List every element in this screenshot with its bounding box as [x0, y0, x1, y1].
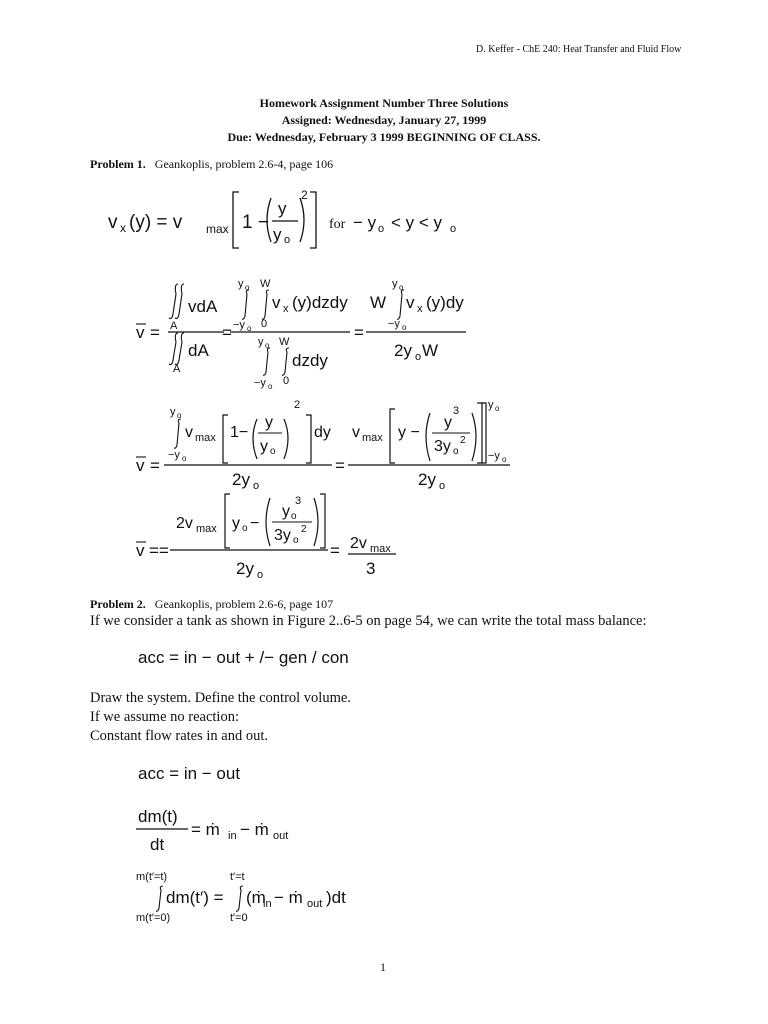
int-lower-1: m(t′=0): [136, 912, 171, 924]
simplified-mass-balance: acc = in − out: [138, 764, 241, 783]
eq3-left-paren: [253, 419, 257, 459]
eq2-r-upper-y-sub: o: [399, 283, 404, 292]
eq4-coef-sub: max: [196, 523, 217, 535]
problem-1-heading: [90, 157, 333, 172]
eq2-num2: v: [272, 293, 281, 312]
eq1-range-sub2: o: [450, 223, 457, 235]
eq3-r-left-paren: [426, 413, 430, 461]
int-out-sub: out: [307, 898, 323, 910]
eq2-integral-den-b: [282, 348, 289, 375]
problem-2-label: Problem 2.: [90, 597, 146, 611]
title-block: [0, 95, 768, 146]
diff-out-sub: out: [273, 830, 289, 842]
eq4-minus: −: [250, 515, 260, 532]
eq3-yo-sub: o: [270, 446, 276, 457]
eq2-num2-sub: x: [283, 303, 289, 315]
statement-draw-system: Draw the system. Define the control volume.: [90, 690, 351, 706]
eq3-lower: −y: [168, 449, 180, 461]
eq3-y: y: [265, 414, 273, 431]
eq2-den3: 2y: [394, 341, 412, 360]
int-sign-2: [236, 886, 243, 911]
eq1-frac-den: y: [273, 225, 282, 244]
eq3-bracket-y: y −: [398, 424, 420, 441]
eq3-three-yo-sub: o: [453, 446, 459, 457]
eq3-upper: y: [170, 406, 176, 418]
int-in-sub: in: [263, 898, 272, 910]
int-minus: − ṁ: [274, 888, 303, 907]
eq4-coef: 2v: [176, 515, 193, 532]
eq2-den-upper-y: y: [258, 336, 264, 348]
eq4-frac-den-pow: 2: [301, 524, 307, 535]
diff-num: dm(t): [138, 807, 178, 826]
eq3-r-right-paren: [472, 413, 476, 461]
int-rhs-open: (ṁ: [246, 888, 266, 907]
eq1-range: − y: [353, 213, 377, 232]
average-velocity-integration: [130, 393, 530, 493]
eq1-range-sub: o: [378, 223, 385, 235]
eq3-eval-upper: y: [488, 399, 494, 411]
diff-den: dt: [150, 835, 165, 854]
eq3-den: 2y: [232, 470, 250, 489]
eq3-one-minus: 1−: [230, 424, 249, 441]
problem-1-label: Problem 1.: [90, 157, 146, 171]
eq3-eq-sign: =: [150, 456, 160, 475]
eq2-eq-sign-2: =: [222, 323, 232, 342]
eq2-int-num-sub: A: [170, 320, 178, 332]
eq4-den-sub: o: [257, 569, 264, 581]
eq4-yo: y: [232, 515, 240, 532]
eq2-lower-y-sub: o: [247, 324, 252, 333]
eq3-eval-upper-sub: o: [495, 404, 500, 413]
eq2-den3-sub: o: [415, 351, 422, 363]
mass-differential-equation: [130, 800, 430, 860]
int-rhs-close: )dt: [326, 888, 346, 907]
eq4-right-bracket: [320, 494, 325, 548]
eq4-frac-den: 3y: [274, 527, 291, 544]
eq3-right-paren: [284, 419, 288, 459]
page-number: 1: [380, 960, 386, 974]
eq2-vbar: v: [136, 323, 145, 342]
eq4-frac-num-sub: o: [291, 511, 297, 522]
eq3-three-yo-sq: 2: [460, 435, 466, 446]
eq2-den3-rest: W: [422, 341, 439, 360]
eq3-right-bracket: [306, 415, 311, 463]
eq3-left-bracket: [223, 415, 228, 463]
eq4-left-paren: [266, 498, 270, 546]
eq3-r-right-bracket-a: [477, 403, 482, 463]
eq2-den-upper-y-sub: o: [265, 341, 270, 350]
eq4-den: 2y: [236, 559, 254, 578]
eq3-eq-sign-2: =: [335, 456, 345, 475]
title-line-3: Due: Wednesday, February 3 1999 BEGINNING OF CLASS.: [227, 130, 541, 144]
diff-in-sub: in: [228, 830, 237, 842]
eq2-integral-num-a: [242, 290, 249, 319]
eq2-num3: v: [406, 293, 415, 312]
problem-2-reference: Geankoplis, problem 2.6-6, page 107: [154, 597, 334, 611]
eq1-right-paren: [300, 198, 304, 242]
eq3-cube: 3: [453, 405, 460, 417]
eq3-den2: 2y: [418, 470, 436, 489]
eq4-frac-num-pow: 3: [295, 495, 302, 507]
average-velocity-result: [130, 490, 430, 585]
int-lhs: dm(t′) =: [166, 888, 224, 907]
eq2-W: W: [370, 293, 387, 312]
eq2-num3-rest: (y)dy: [426, 293, 464, 312]
eq2-den-upper-w: W: [279, 336, 290, 348]
eq3-den-sub: o: [253, 480, 260, 492]
eq2-integral-r: [397, 290, 404, 319]
eq2-num2-rest: (y)dzdy: [292, 293, 348, 312]
eq3-lower-sub: o: [182, 454, 187, 463]
eq1-power: 2: [301, 188, 308, 202]
eq2-r-upper-y: y: [392, 278, 398, 290]
eq3-integral: [174, 419, 181, 448]
eq2-upper-y-sub: o: [245, 283, 250, 292]
eq1-frac-den-sub: o: [284, 234, 291, 246]
eq1-right-bracket: [310, 192, 316, 248]
eq3-dy: dy: [314, 424, 331, 441]
problem-2-intro: If we consider a tank as shown in Figure 2..6-5 on page 54, we can write the total mass balance:: [90, 613, 647, 629]
eq1-left-bracket: [233, 192, 239, 248]
eq1-left-paren: [267, 198, 271, 242]
average-velocity-definition: [130, 272, 490, 392]
eq3-upper-sub: o: [177, 411, 182, 420]
eq3-three-yo: 3y: [434, 438, 451, 455]
eq2-r-lower-y: −y: [388, 318, 400, 330]
problem-2-heading: [90, 597, 333, 612]
eq3-den2-sub: o: [439, 480, 446, 492]
eq1-vmax-sub: max: [206, 222, 229, 236]
eq2-den-lower-y-sub: o: [268, 382, 273, 391]
eq4-right-paren: [314, 498, 318, 546]
eq2-integral-num-b: [262, 290, 269, 319]
eq3-yo: y: [260, 438, 268, 455]
eq2-eq-sign: =: [150, 323, 160, 342]
eq4-frac-den-sub: o: [293, 535, 299, 546]
general-mass-balance: acc = in − out + /− gen / con: [138, 648, 349, 667]
eq4-eq-sign: ==: [149, 541, 169, 560]
eq2-double-integral-bot-b: [175, 333, 184, 365]
eq4-result-num-sub: max: [370, 543, 391, 555]
eq3-sq: 2: [294, 399, 301, 411]
eq3-vbar: v: [136, 456, 145, 475]
eq2-double-integral-top-a: [169, 284, 178, 319]
eq4-frac-num: y: [282, 503, 290, 520]
title-line-1: Homework Assignment Number Three Solutions: [259, 96, 509, 110]
running-header: D. Keffer - ChE 240: Heat Transfer and Fluid Flow: [476, 44, 682, 55]
eq2-den-lower-y: −y: [254, 377, 266, 389]
eq2-eq-sign-3: =: [354, 323, 364, 342]
eq1-range-mid: < y < y: [391, 213, 443, 232]
eq2-int-num: vdA: [188, 297, 218, 316]
eq2-double-integral-bot-a: [169, 333, 178, 365]
problem-1-reference: Geankoplis, problem 2.6-4, page 106: [154, 157, 334, 171]
eq2-upper-y: y: [238, 278, 244, 290]
eq4-vbar: v: [136, 541, 145, 560]
eq3-vmax-sub: max: [195, 432, 216, 444]
eq2-r-lower-y-sub: o: [402, 323, 407, 332]
eq4-left-bracket: [225, 494, 230, 548]
eq3-r-vmax-sub: max: [362, 432, 383, 444]
eq3-eval-lower-sub: o: [502, 455, 507, 464]
eq3-r-left-bracket: [390, 409, 395, 463]
eq4-yo-sub: o: [242, 523, 248, 534]
eq2-upper-w: W: [260, 278, 271, 290]
eq4-eq-sign-2: =: [330, 541, 340, 560]
eq1-lhs-sub: x: [120, 221, 126, 235]
eq1-lhs: v: [108, 212, 118, 233]
eq2-lower-y: −y: [233, 319, 245, 331]
eq1-one-minus: 1 −: [242, 212, 269, 233]
eq3-y3: y: [444, 414, 452, 431]
eq4-result-num: 2v: [350, 535, 367, 552]
diff-rhs: = ṁ: [191, 820, 220, 839]
int-upper-2: t′=t: [230, 871, 245, 883]
mass-integral-equation: [130, 866, 430, 930]
eq4-result-den: 3: [366, 559, 376, 578]
eq2-den2: dzdy: [292, 351, 328, 370]
eq3-vmax: v: [185, 424, 193, 441]
title-line-2: Assigned: Wednesday, January 27, 1999: [281, 113, 487, 127]
eq2-int-den-sub: A: [173, 363, 181, 375]
eq1-for-word: for: [329, 217, 346, 232]
diff-minus: − ṁ: [240, 820, 269, 839]
eq1-frac-num: y: [278, 199, 287, 218]
velocity-profile-equation: [100, 180, 520, 255]
eq3-r-vmax: v: [352, 424, 360, 441]
eq2-num3-sub: x: [417, 303, 423, 315]
eq2-lower-0: 0: [261, 318, 268, 330]
int-upper-1: m(t′=t): [136, 871, 168, 883]
statement-constant-flow: Constant flow rates in and out.: [90, 728, 269, 744]
eq2-double-integral-top-b: [175, 284, 184, 319]
int-lower-2: t′=0: [230, 912, 248, 924]
int-sign-1: [156, 886, 163, 911]
eq2-den-lower-0: 0: [283, 375, 290, 387]
eq2-int-den: dA: [188, 341, 209, 360]
statement-no-reaction: If we assume no reaction:: [90, 709, 239, 725]
eq3-eval-lower: −y: [488, 450, 500, 462]
eq2-integral-den-a: [263, 348, 270, 375]
eq1-lhs-arg: (y) = v: [129, 212, 183, 233]
